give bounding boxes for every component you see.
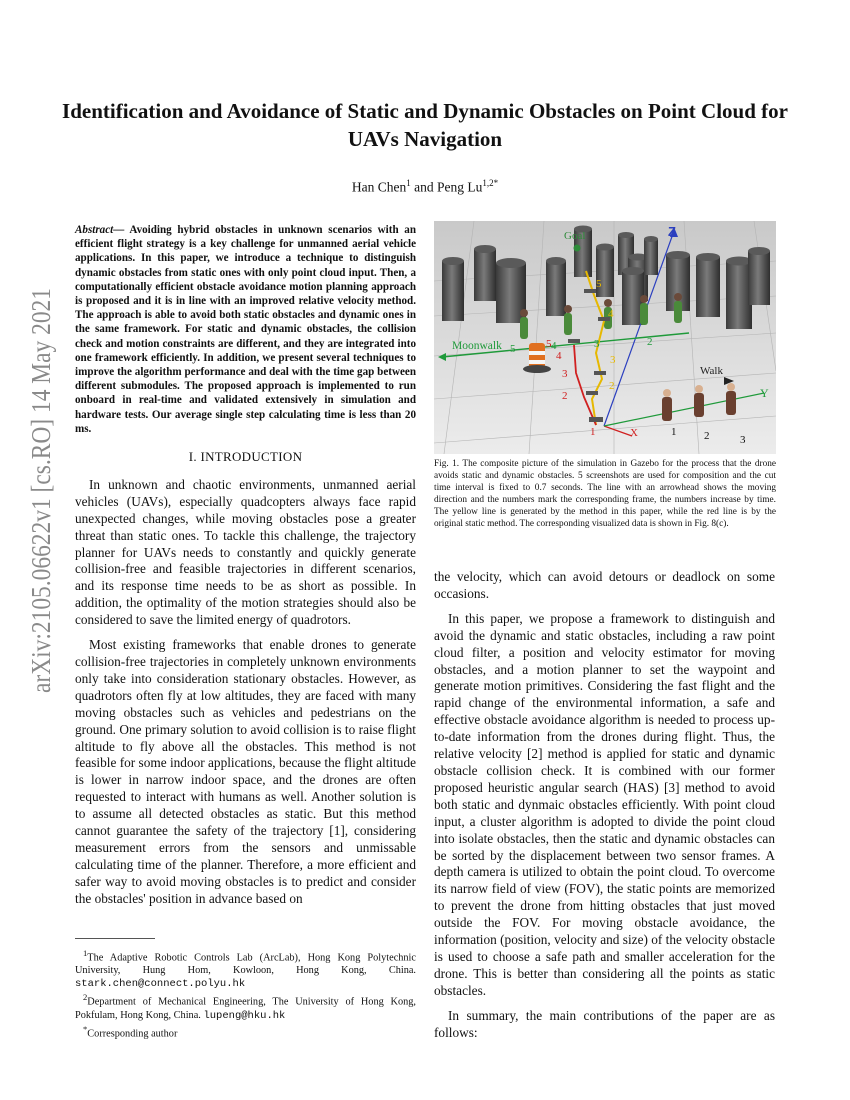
right-column [434,569,775,1049]
paper-title: Identification and Avoidance of Static and Dynamic Obstacles on Point Cloud for UAVs Navigation [62,99,788,151]
figure-1 [434,221,776,454]
author-line [0,178,850,196]
email-link[interactable]: stark.chen@connect.polyu.hk [75,978,246,991]
intro-paragraph: In unknown and chaotic environments, unmanned aerial vehicles (UAVs), especially quadcopters always face rapid unexpected changes, while moving obstacles pose a greater threat than static ones. To tackle this challenge, the trajectory planner for UAVs needs to constantly and quickly generate collision-free and feasible trajectories in different scenarios, and its response time needs to be as short as possible. In addition, the optimality of the motion strategies should also be considered to save the limited energy of quadrotors. [75,476,416,628]
cylinder-obstacle [748,247,770,305]
cylinder-obstacle [546,257,566,316]
abstract-text: Avoiding hybrid obstacles in unknown scenarios with an efficient flight strategy is a key challenge for unmanned aerial vehicle applications. In this paper, we introduce a technique to distinguish dynamic obstacles from static ones with only point cloud input. Then, a computationally efficient obstacle avoidance motion planning approach is proposed and it is in line with an improved relative velocity method. The approach is able to avoid both static obstacles and dynamic ones in the same framework. For static and dynamic obstacles, the collision check and motion constraints are different, and they are integrated into one framework efficiently. In addition, we present several techniques to improve the algorithm performance and deal with the time gap between different submodules. The proposed approach is implemented to run onboard in real-time and validated extensively in simulation and hardware tests. Our average single step calculating time is less than 20 ms. [75,224,416,435]
cylinder-obstacle [696,253,720,317]
abstract-lead: Abstract— [75,224,125,236]
frame-number: 5 [596,278,602,290]
figure-caption: Fig. 1. The composite picture of the simulation in Gazebo for the process that the drone avoids static and dynamic obstacles. 5 screenshots are used for composition and the cut time interval is fixed to 0.7 seconds. The line with an arrowhead shows the moving direction and the numbers mark the corresponding frame, the numbers increase by time. The yellow line is generated by the method in this paper, while the red line is by the original static method. The corresponding visualized data is shown in Fig. 8(c). [434,459,776,530]
frame-number: 5 [546,338,552,350]
author-affiliation: 1,2* [482,178,499,188]
pedestrian [520,309,528,339]
email-link[interactable]: lupeng@hku.hk [203,1009,286,1022]
frame-number: 5 [510,343,516,355]
section-heading: I. INTRODUCTION [188,449,303,465]
frame-number: 2 [609,380,615,392]
frame-number: 3 [740,434,746,446]
frame-number: 2 [562,390,568,402]
frame-number: 1 [671,426,677,438]
footnote: $^2$Department of Mechanical Engineering, The University of Hong Kong, Pokfulam, Hong Kong, China. lupeng@hku.hk [75,992,416,1022]
footnotes [75,938,416,1040]
abstract [75,223,416,436]
axis-x-label: X [630,427,638,439]
intro-paragraph: Most existing frameworks that enable drones to generate collision-free trajectories in completely unknown environments only take into consideration stationary obstacles. However, as quadrotors often fly at low altitudes, they are faced with many moving obstacles such as vehicles and pedestrians on the ground. One primary solution to avoid collision is to raise flight altitude to fly above all the obstacles. This method is not feasible for some indoor applications, because the flight altitude is lower in narrow indoor space, and the drones are often requested to interact with humans as well. Another solution is to assume all detected obstacles as static. But this method cannot guarantee the safety of the trajectory [1], considering measurement errors from the sensors and unmissable calculating time of the planner. Therefore, a more efficient and safer way to avoid moving obstacles is to predict and consider the obstacles' position in advance based on [75,637,416,906]
pedestrian [694,385,704,417]
footnote-rule [75,938,155,939]
frame-number: 4 [608,308,614,320]
arxiv-stamp [8,285,68,695]
frame-number: 2 [704,430,710,442]
footnote: *Corresponding author [83,1023,178,1040]
axis-z-label: Z [668,224,676,239]
pedestrian [674,293,682,323]
goal-marker [574,245,581,252]
frame-number: 1 [590,426,596,438]
axis-y-label: Y [760,386,769,400]
pedestrian [726,383,736,415]
moonwalk-label: Moonwalk [452,340,502,352]
frame-number: 4 [556,350,562,362]
left-column [75,223,416,916]
intro-paragraph: In summary, the main contributions of the paper are as follows: [434,1007,775,1040]
walk-label: Walk [700,365,723,377]
intro-paragraph: In this paper, we propose a framework to distinguish and avoid the dynamic and static obstacles, including a raw point cloud filter, a position and velocity estimator for moving obstacles, and a motion planner to set the waypoint and generate motion primitives. Considering the fast flight and the rapid change of the environmental information, a safe and effective obstacle avoidance algorithm is needed to process up-to-date information from the drones during flight. Thus, the relative velocity [2] method is applied for static and dynamic obstacle collision check. It is combined with our former proposed heuristic angular search (HAS) [3] method to avoid both static and dynmaic obstacles efficiently. With point cloud input, a cluster algorithm is adopted to divide the point cloud into isolate obstacles, then the static and dynamic obstacles can be sorted by the displacement between two sensor frames. A depth camera is utilized to obtain the point cloud. To overcome its narrow field of view (FOV), the static points are memorized to prevent the drone from hitting obstacles that just moved outside the FOV. For moving obstacle avoidance, the information (position, velocity and size) of the velocity obstacle is used to choose a safe path and smaller acceleration for the drone. This is better than considering all the points as static obstacles. [434,610,775,998]
author-name: Peng Lu [437,179,483,195]
frame-number: 3 [562,368,568,380]
intro-paragraph: the velocity, which can avoid detours or deadlock on some occasions. [434,569,775,601]
author-name: Han Chen [351,179,407,195]
cylinder-obstacle [442,257,464,321]
frame-number: 4 [551,340,557,352]
pedestrian [662,389,672,421]
footnote: $^1$The Adaptive Robotic Controls Lab (ArcLab), Hong Kong Polytechnic University, Hung Hom, Kowloon, Hong Kong, China. stark.chen@connect.polyu.hk [75,948,416,991]
author-affiliation: 1 [406,178,411,188]
author-conjunction: and [414,179,434,195]
cylinder-obstacle [644,236,658,275]
frame-number: 3 [610,354,616,366]
pedestrian [640,295,648,325]
frame-number: 3 [594,338,600,350]
goal-label: Goal [564,230,586,242]
cylinder-obstacle [474,245,496,301]
arxiv-stamp-text: arXiv:2105.06622v1 [cs.RO] 14 May 2021 [26,285,56,693]
frame-number: 2 [647,336,653,348]
pedestrian [564,305,572,335]
